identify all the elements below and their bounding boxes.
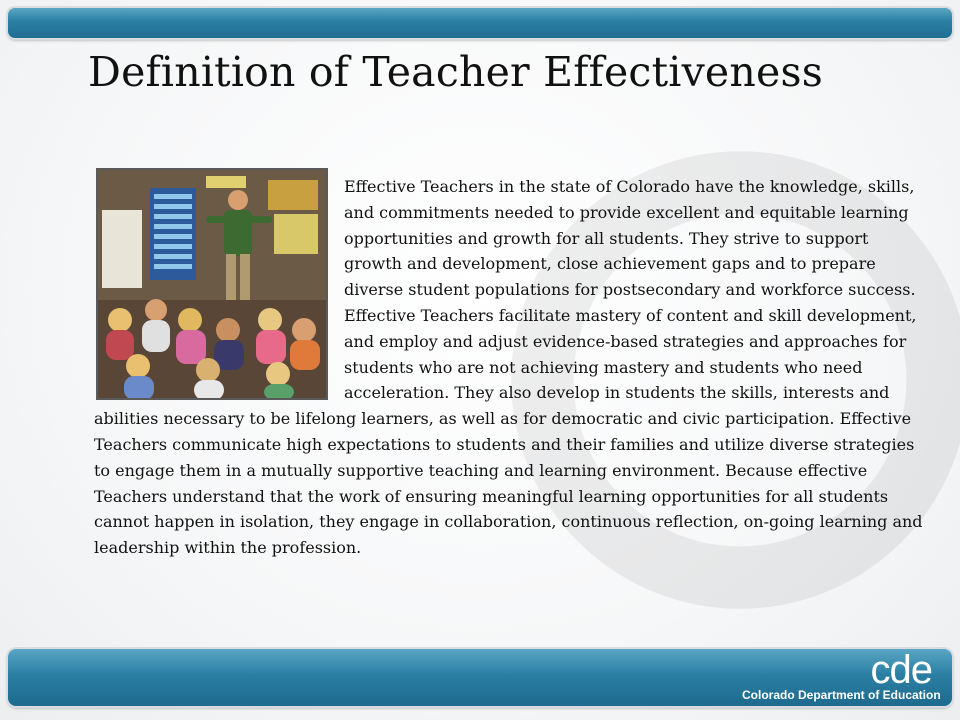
bottom-banner (8, 649, 952, 706)
definition-text: Effective Teachers in the state of Colorado have the knowledge, skills, and commitments needed to provide excellent and equitable learning opportunities and growth for all students. They strive to support growth and development, close achievement gaps and to prepare diverse student populations for postsecondary and workforce success. Effective Teachers facilitate mastery of content and skill development, and employ and adjust evidence-based strategies and approaches for students who are not achieving mastery and students who need acceleration. They also develop in students the skills, interests and abilities necessary to be lifelong learners, as well as for democratic and civic participation. Effective Teachers communicate high expectations to students and their families and utilize diverse strategies to engage them in a mutually supportive teaching and learning environment. Because effective Teachers understand that the work of ensuring meaningful learning opportunities for all students cannot happen in isolation, they engage in collaboration, continuous reflection, on-going learning and leadership within the profession. (94, 177, 923, 558)
slide-title: Definition of Teacher Effectiveness (88, 48, 823, 96)
cde-logo-mark: cde (870, 648, 932, 692)
photo-wrap-spacer (94, 174, 344, 406)
cde-logo (742, 648, 942, 703)
cde-logo-text: Colorado Department of Education (742, 688, 941, 702)
definition-paragraph (94, 174, 924, 561)
top-banner (8, 8, 952, 38)
